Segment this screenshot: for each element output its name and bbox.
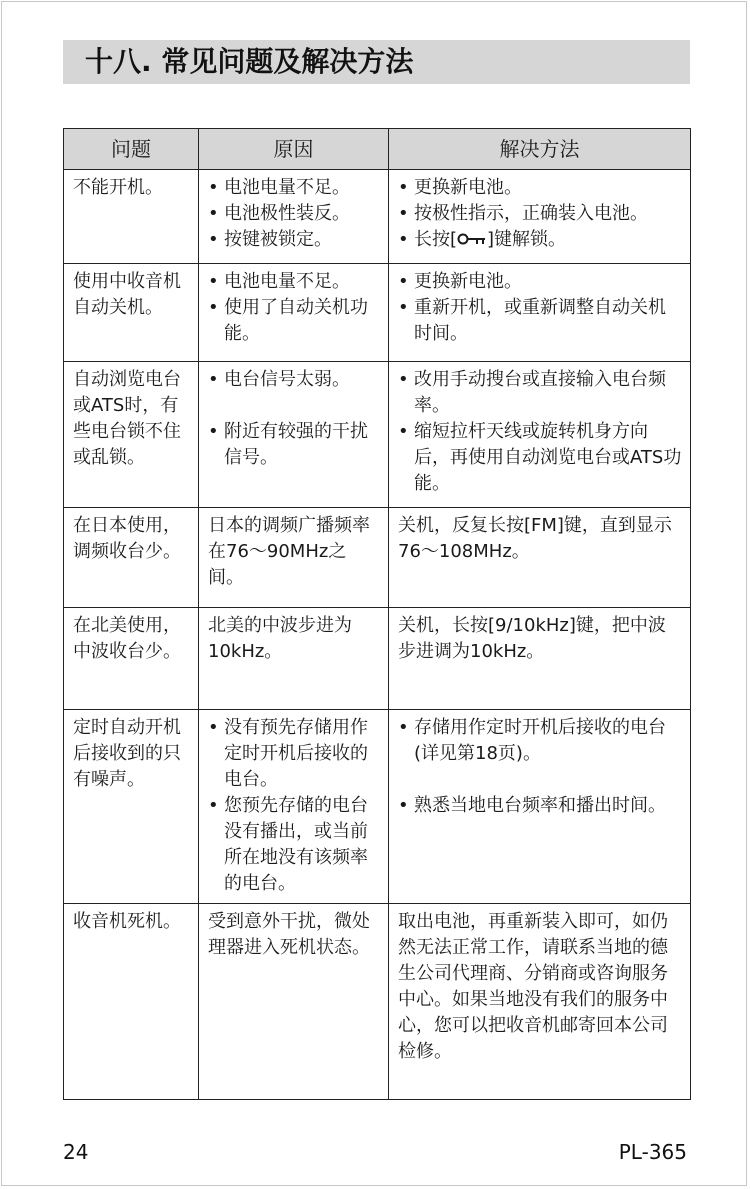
solution-item: • 更换新电池。 bbox=[398, 269, 682, 295]
cause-item: • 使用了自动关机功能。 bbox=[208, 295, 380, 347]
cause-item: • 电池电量不足。 bbox=[208, 269, 380, 295]
cause-cell: 日本的调频广播频率在76～90MHz之间。 bbox=[199, 508, 389, 608]
solution-cell: 关机，长按[9/10kHz]键，把中波步进调为10kHz。 bbox=[389, 608, 691, 710]
solution-cell: 关机，反复长按[FM]键，直到显示76～108MHz。 bbox=[389, 508, 691, 608]
section-title: 十八. 常见问题及解决方法 bbox=[63, 40, 690, 84]
cause-item: • 附近有较强的干扰信号。 bbox=[208, 419, 380, 471]
solution-cell bbox=[389, 264, 691, 362]
problem-cell: 在北美使用，中波收台少。 bbox=[64, 608, 199, 710]
lock-text-after: ]键解锁。 bbox=[487, 229, 567, 250]
solution-cell: 取出电池，再重新装入即可，如仍然无法正常工作，请联系当地的德生公司代理商、分销商或咨询服务中心。如果当地没有我们的服务中心，您可以把收音机邮寄回本公司检修。 bbox=[389, 904, 691, 1100]
solution-cell bbox=[389, 362, 691, 508]
key-lock-icon bbox=[457, 228, 487, 242]
cause-item: • 电池电量不足。 bbox=[208, 175, 380, 201]
cause-item: • 您预先存储的电台没有播出，或当前所在地没有该频率的电台。 bbox=[208, 793, 380, 897]
table-header-row bbox=[64, 129, 691, 170]
solution-item: • 重新开机，或重新调整自动关机时间。 bbox=[398, 295, 682, 347]
solution-item bbox=[398, 227, 682, 253]
table-row bbox=[64, 170, 691, 264]
solution-item: • 按极性指示，正确装入电池。 bbox=[398, 201, 682, 227]
cause-item: • 电池极性装反。 bbox=[208, 201, 380, 227]
problem-cell: 收音机死机。 bbox=[64, 904, 199, 1100]
solution-item: • 缩短拉杆天线或旋转机身方向后，再使用自动浏览电台或ATS功能。 bbox=[398, 419, 682, 497]
solution-item: • 改用手动搜台或直接输入电台频率。 bbox=[398, 367, 682, 419]
table-row bbox=[64, 508, 691, 608]
cause-item: • 按键被锁定。 bbox=[208, 227, 380, 253]
cause-item: • 没有预先存储用作定时开机后接收的电台。 bbox=[208, 715, 380, 793]
cause-item: • 电台信号太弱。 bbox=[208, 367, 380, 393]
problem-cell: 自动浏览电台或ATS时，有些电台锁不住或乱锁。 bbox=[64, 362, 199, 508]
solution-cell bbox=[389, 710, 691, 904]
table-row bbox=[64, 608, 691, 710]
troubleshooting-table bbox=[63, 128, 691, 1100]
model-number: PL-365 bbox=[618, 1140, 687, 1164]
table-row bbox=[64, 362, 691, 508]
lock-text-before: 长按[ bbox=[414, 229, 458, 250]
cause-cell: 北美的中波步进为10kHz。 bbox=[199, 608, 389, 710]
cause-cell: 受到意外干扰，微处理器进入死机状态。 bbox=[199, 904, 389, 1100]
cause-cell bbox=[199, 362, 389, 508]
problem-cell: 不能开机。 bbox=[64, 170, 199, 264]
cause-cell bbox=[199, 170, 389, 264]
table-row bbox=[64, 264, 691, 362]
cause-cell bbox=[199, 710, 389, 904]
problem-cell: 使用中收音机自动关机。 bbox=[64, 264, 199, 362]
solution-cell bbox=[389, 170, 691, 264]
page-number: 24 bbox=[63, 1140, 89, 1164]
problem-cell: 在日本使用，调频收台少。 bbox=[64, 508, 199, 608]
problem-cell: 定时自动开机后接收到的只有噪声。 bbox=[64, 710, 199, 904]
header-solution: 解决方法 bbox=[389, 129, 691, 170]
table-row bbox=[64, 710, 691, 904]
header-problem: 问题 bbox=[64, 129, 199, 170]
header-cause: 原因 bbox=[199, 129, 389, 170]
cause-cell bbox=[199, 264, 389, 362]
solution-item: • 更换新电池。 bbox=[398, 175, 682, 201]
table-row bbox=[64, 904, 691, 1100]
solution-item: • 熟悉当地电台频率和播出时间。 bbox=[398, 793, 682, 819]
solution-item: • 存储用作定时开机后接收的电台(详见第18页)。 bbox=[398, 715, 682, 767]
